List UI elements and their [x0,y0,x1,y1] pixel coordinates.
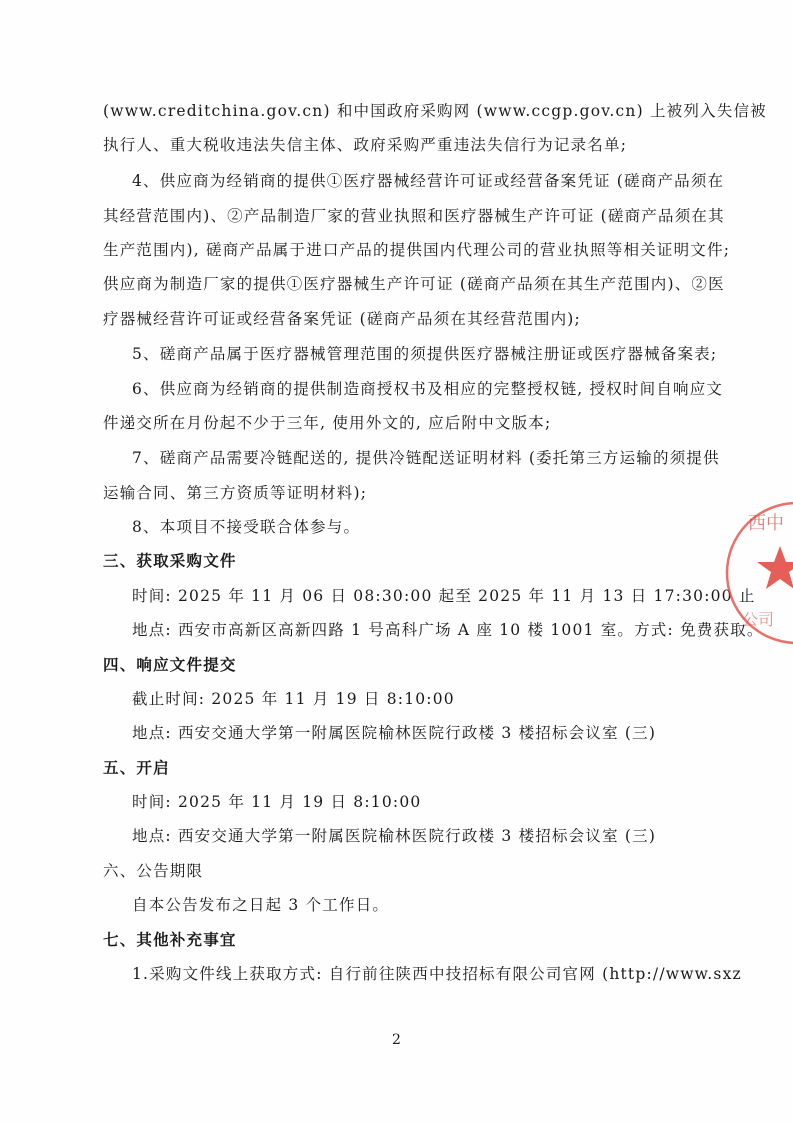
item-5-line: 5、磋商产品属于医疗器械管理范围的须提供医疗器械注册证或医疗器械备案表; [132,345,718,363]
item-4-line-1: 4、供应商为经销商的提供①医疗器械经营许可证或经营备案凭证 (磋商产品须在 [132,172,725,190]
text-line-1: (www.creditchina.gov.cn) 和中国政府采购网 (www.ccgp.gov.cn) 上被列入失信被 [103,102,767,120]
item-8-line: 8、本项目不接受联合体参与。 [132,518,361,536]
svg-text:西中: 西中 [748,513,784,534]
svg-text:公司: 公司 [742,610,775,629]
item-6-line-2: 件递交所在月份起不少于三年, 使用外文的, 应后附中文版本; [103,414,552,432]
section-heading-6: 六、公告期限 [103,862,204,880]
item-4-line-5: 疗器械经营许可证或经营备案凭证 (磋商产品须在其经营范围内); [103,310,581,328]
text-line-2: 执行人、重大税收违法失信主体、政府采购严重违法失信行为记录名单; [103,136,628,154]
page-number: 2 [392,1032,401,1048]
item-4-line-3: 生产范围内), 磋商产品属于进口产品的提供国内代理公司的营业执照等相关证明文件; [103,241,731,259]
item-4-line-4: 供应商为制造厂家的提供①医疗器械生产许可证 (磋商产品须在其生产范围内)、②医 [103,275,725,293]
section-heading-3: 三、获取采购文件 [103,551,237,570]
obtain-time: 时间: 2025 年 11 月 06 日 08:30:00 起至 2025 年 11 月 13 日 17:30:00 止 [132,587,756,605]
item-4-line-2: 其经营范围内)、②产品制造厂家的营业执照和医疗器械生产许可证 (磋商产品须在其 [103,207,725,225]
section-heading-5: 五、开启 [103,758,170,777]
section-heading-4: 四、响应文件提交 [103,655,237,674]
section-heading-7: 七、其他补充事宜 [103,930,237,949]
supplement-item-1: 1.采购文件线上获取方式: 自行前往陕西中技招标有限公司官网 (http://www.sxz [132,965,742,983]
notice-period: 自本公告发布之日起 3 个工作日。 [132,896,390,914]
submit-location: 地点: 西安交通大学第一附属医院榆林医院行政楼 3 楼招标会议室 (三) [132,724,657,742]
company-seal-stamp [722,485,793,675]
deadline-time: 截止时间: 2025 年 11 月 19 日 8:10:00 [132,690,455,708]
item-6-line-1: 6、供应商为经销商的提供制造商授权书及相应的完整授权链, 授权时间自响应文 [132,380,724,398]
item-7-line-2: 运输合同、第三方资质等证明材料); [103,484,368,502]
opening-location: 地点: 西安交通大学第一附属医院榆林医院行政楼 3 楼招标会议室 (三) [132,827,657,845]
obtain-location: 地点: 西安市高新区高新四路 1 号高科广场 A 座 10 楼 1001 室。方式: 免费获取。 [132,621,764,639]
opening-time: 时间: 2025 年 11 月 19 日 8:10:00 [132,793,422,811]
item-7-line-1: 7、磋商产品需要冷链配送的, 提供冷链配送证明材料 (委托第三方运输的须提供 [132,449,720,467]
